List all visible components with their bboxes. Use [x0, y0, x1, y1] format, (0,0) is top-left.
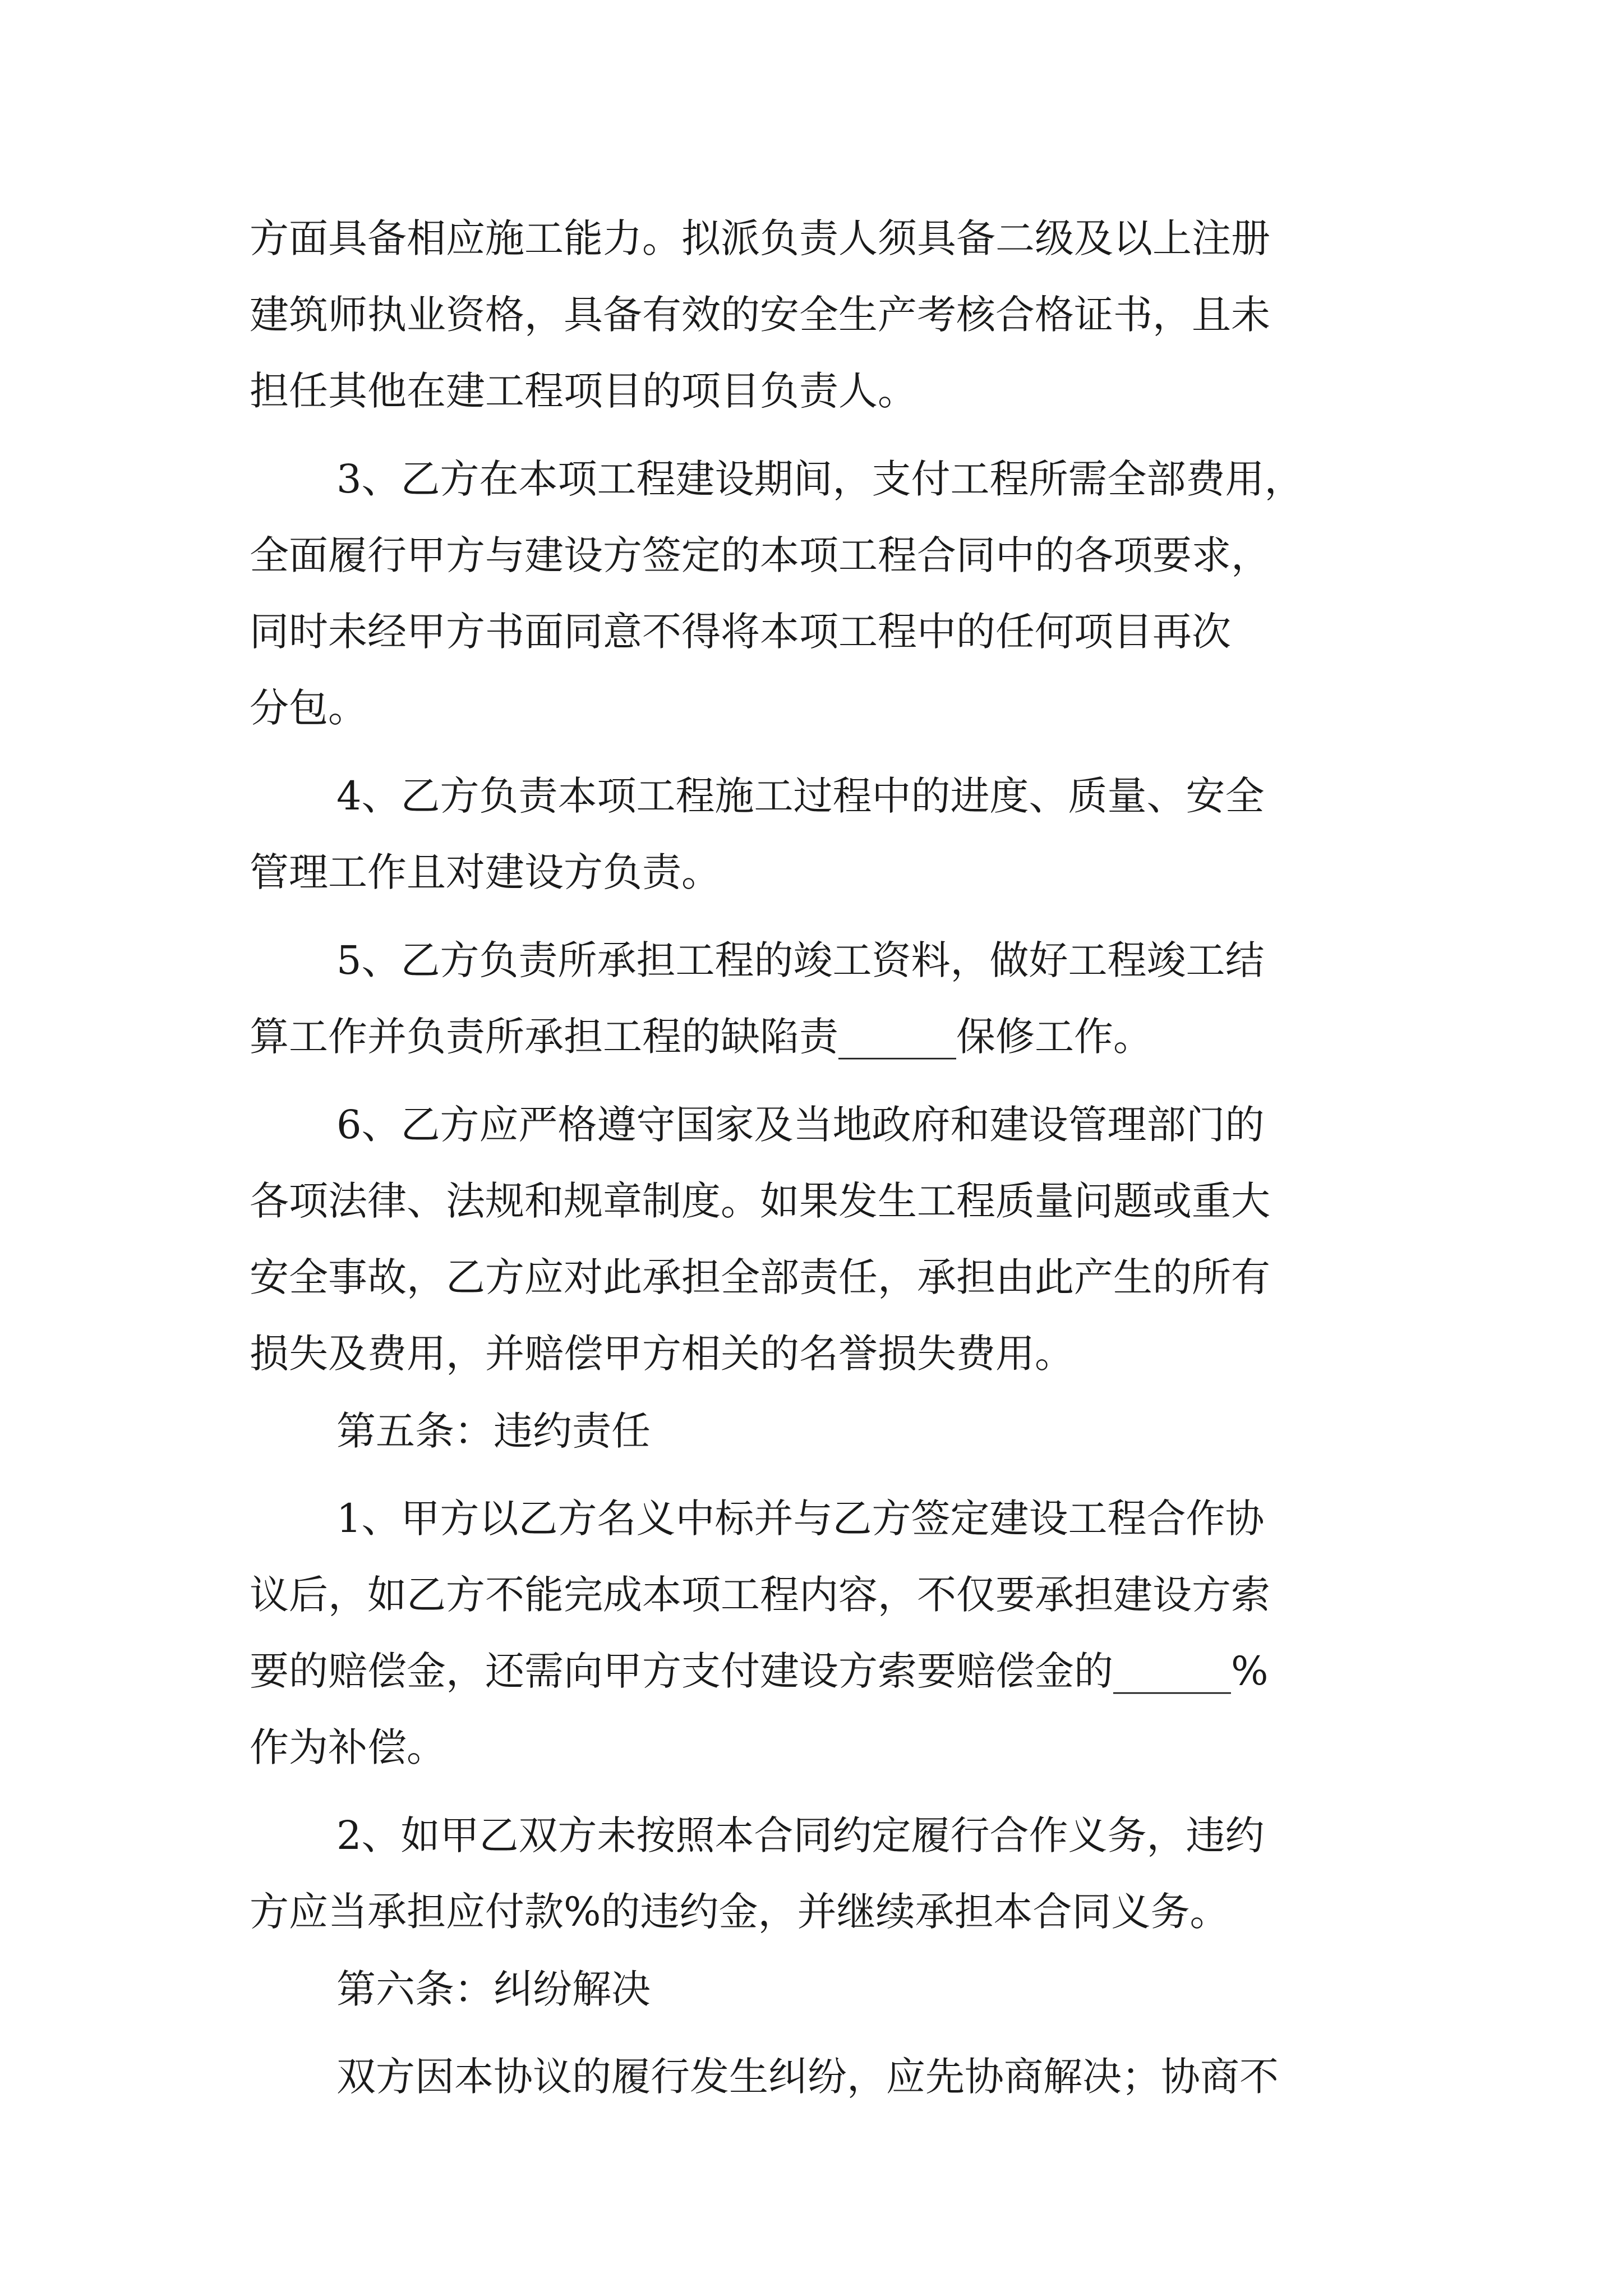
- line-text: 损失及费用，并赔偿甲方相关的名誉损失费用。: [250, 1331, 1074, 1377]
- text-line: [0, 1714, 1623, 1781]
- line-text: 方应当承担应付款%的违约金，并继续承担本合同义务。: [250, 1889, 1229, 1935]
- text-line: [0, 1244, 1623, 1311]
- text-line: [0, 1802, 1623, 1869]
- text-line: [0, 1397, 1623, 1465]
- line-text: 作为补偿。: [250, 1724, 446, 1770]
- text-line: [0, 762, 1623, 830]
- line-text: 5、乙方负责所承担工程的竣工资料，做好工程竣工结: [336, 937, 1265, 983]
- text-line: [0, 205, 1623, 272]
- line-text: 安全事故，乙方应对此承担全部责任，承担由此产生的所有: [250, 1254, 1270, 1300]
- line-text: 全面履行甲方与建设方签定的本项工程合同中的各项要求，: [250, 532, 1270, 578]
- section-heading: 第五条：违约责任: [336, 1408, 651, 1454]
- text-line: [0, 357, 1623, 425]
- text-line: [0, 1637, 1623, 1705]
- section-heading: 第六条：纠纷解决: [336, 1966, 651, 2012]
- line-text: 算工作并负责所承担工程的缺陷责______保修工作。: [250, 1014, 1152, 1060]
- line-text: 1、甲方以乙方名义中标并与乙方签定建设工程合作协: [336, 1496, 1265, 1542]
- text-line: [0, 445, 1623, 513]
- line-text: 同时未经甲方书面同意不得将本项工程中的任何项目再次: [250, 609, 1231, 655]
- line-text: 2、如甲乙双方未按照本合同约定履行合作义务，违约: [336, 1812, 1265, 1858]
- text-line: [0, 1167, 1623, 1235]
- line-text: 要的赔偿金，还需向甲方支付建设方索要赔偿金的______%: [250, 1648, 1269, 1694]
- line-text: 各项法律、法规和规章制度。如果发生工程质量问题或重大: [250, 1178, 1270, 1224]
- text-line: [0, 674, 1623, 742]
- line-text: 方面具备相应施工能力。拟派负责人须具备二级及以上注册: [250, 215, 1270, 261]
- text-line: [0, 598, 1623, 665]
- text-line: [0, 1561, 1623, 1628]
- line-text: 3、乙方在本项工程建设期间，支付工程所需全部费用，: [336, 456, 1304, 502]
- text-line: [0, 2043, 1623, 2110]
- text-line: [0, 839, 1623, 906]
- text-line: [0, 1485, 1623, 1552]
- text-line: [0, 1955, 1623, 2023]
- line-text: 6、乙方应严格遵守国家及当地政府和建设管理部门的: [336, 1102, 1265, 1148]
- line-text: 议后，如乙方不能完成本项工程内容，不仅要承担建设方索: [250, 1572, 1270, 1618]
- line-text: 建筑师执业资格，具备有效的安全生产考核合格证书，且未: [250, 292, 1270, 338]
- text-line: [0, 281, 1623, 348]
- line-text: 担任其他在建工程项目的项目负责人。: [250, 368, 917, 414]
- text-line: [0, 1878, 1623, 1945]
- text-line: [0, 927, 1623, 994]
- line-text: 双方因本协议的履行发生纠纷，应先协商解决；协商不: [336, 2054, 1279, 2100]
- line-text: 4、乙方负责本项工程施工过程中的进度、质量、安全: [336, 773, 1265, 819]
- line-text: 分包。: [250, 685, 367, 731]
- text-line: [0, 1320, 1623, 1387]
- text-line: [0, 1091, 1623, 1158]
- line-text: 管理工作且对建设方负责。: [250, 849, 721, 895]
- text-line: [0, 522, 1623, 589]
- text-line: [0, 1003, 1623, 1070]
